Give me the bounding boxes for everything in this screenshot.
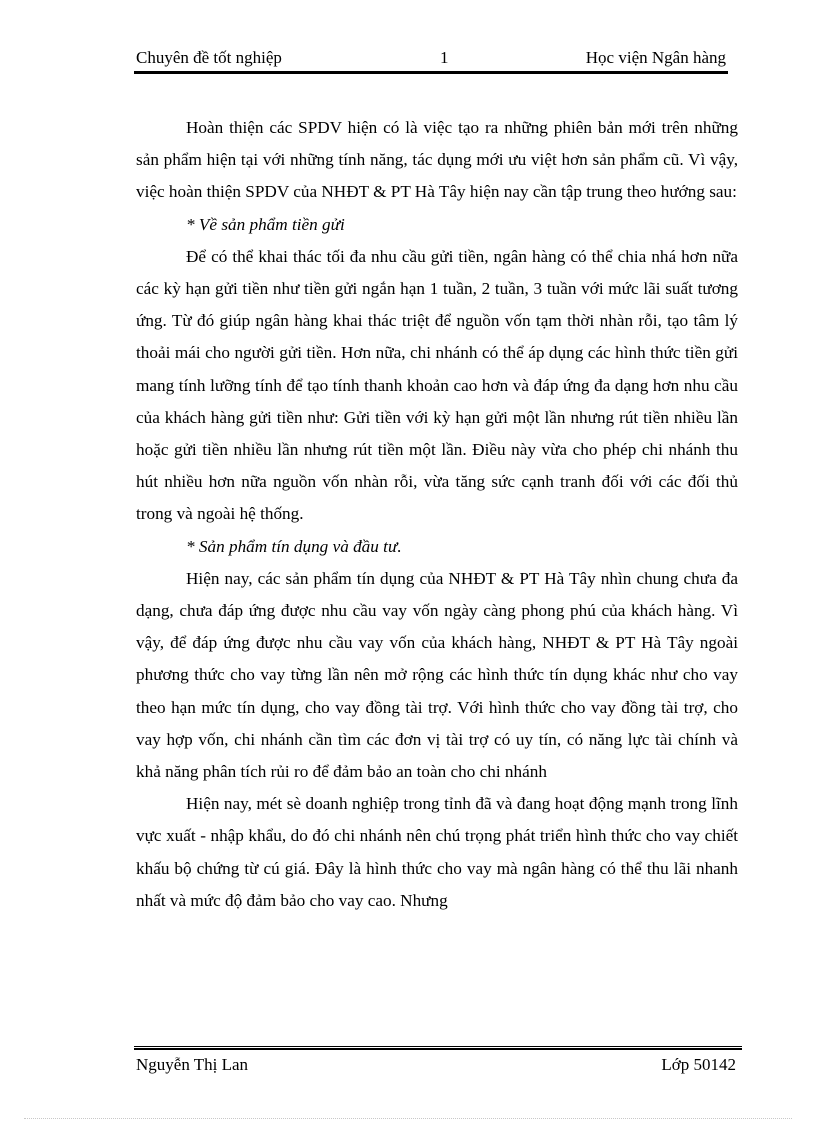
paragraph-deposits: Để có thể khai thác tối đa nhu cầu gửi tiền, ngân hàng có thể chia nhá hơn nữa các kỳ hạn gửi tiền như tiền gửi ngắn hạn 1 tuần, 2 tuần, 3 tuần với mức lãi suất tương ứng. Từ đó giúp ngân hàng khai thác triệt để nguồn vốn tạm thời nhàn rỗi, tạo tâm lý thoải mái cho người gửi tiền. Hơn nữa, chi nhánh có thể áp dụng các hình thức tiền gửi mang tính lưỡng tính để tạo tính thanh khoản cao hơn và đáp ứng đa dạng hơn nhu cầu của khách hàng gửi tiền như: Gửi tiền với kỳ hạn gửi một lần nhưng rút tiền nhiều lần hoặc gửi tiền nhiều lần nhưng rút tiền một lần. Điều này vừa cho phép chi nhánh thu hút nhiều hơn nữa nguồn vốn nhàn rỗi, vừa tăng sức cạnh tranh đối với các đối thủ trong và ngoài hệ thống.: [136, 246, 738, 524]
header-institution: Học viện Ngân hàng: [585, 48, 726, 67]
page-header: [136, 48, 728, 70]
page-footer: [136, 1055, 736, 1077]
footer-author: Nguyễn Thị Lan: [136, 1055, 249, 1074]
header-document-type: Chuyên đề tốt nghiệp: [136, 48, 282, 67]
page-number: 1: [440, 48, 449, 67]
footer-rule: [134, 1046, 742, 1050]
paragraph-intro: Hoàn thiện các SPDV hiện có là việc tạo ra những phiên bản mới trên những sản phẩm hiện tại với những tính năng, tác dụng mới ưu việt hơn sản phẩm cũ. Vì vậy, việc hoàn thiện SPDV của NHĐT & PT Hà Tây hiện nay cần tập trung theo hướng sau:: [136, 118, 738, 202]
page-boundary: [24, 1118, 792, 1119]
footer-class: Lớp 50142: [661, 1055, 736, 1074]
header-rule: [134, 71, 728, 74]
document-body: [136, 112, 738, 917]
paragraph-export-import: Hiện nay, mét sè doanh nghiệp trong tỉnh đã và đang hoạt động mạnh trong lĩnh vực xuất - nhập khẩu, do đó chi nhánh nên chú trọng phát triển hình thức cho vay chiết khấu bộ chứng từ cú giá. Đây là hình thức cho vay mà ngân hàng có thể thu lãi nhanh nhất và mức độ đảm bảo cho vay cao. Nhưng: [136, 794, 738, 910]
subheading-deposit-products: * Về sản phẩm tiền gửi: [186, 214, 345, 234]
paragraph-credit: Hiện nay, các sản phẩm tín dụng của NHĐT & PT Hà Tây nhìn chung chưa đa dạng, chưa đáp ứng được nhu cầu vay vốn ngày càng phong phú của khách hàng. Vì vậy, để đáp ứng được nhu cầu vay vốn của khách hàng, NHĐT & PT Hà Tây ngoài phương thức cho vay từng lần nên mở rộng các hình thức tín dụng khác như cho vay theo hạn mức tín dụng, cho vay đồng tài trợ. Với hình thức cho vay đồng tài trợ, cho vay hợp vốn, chi nhánh cần tìm các đơn vị tài trợ có uy tín, có năng lực tài chính và khả năng phân tích rủi ro để đảm bảo an toàn cho chi nhánh: [136, 568, 738, 782]
subheading-credit-products: * Sản phẩm tín dụng và đầu tư.: [186, 536, 402, 556]
